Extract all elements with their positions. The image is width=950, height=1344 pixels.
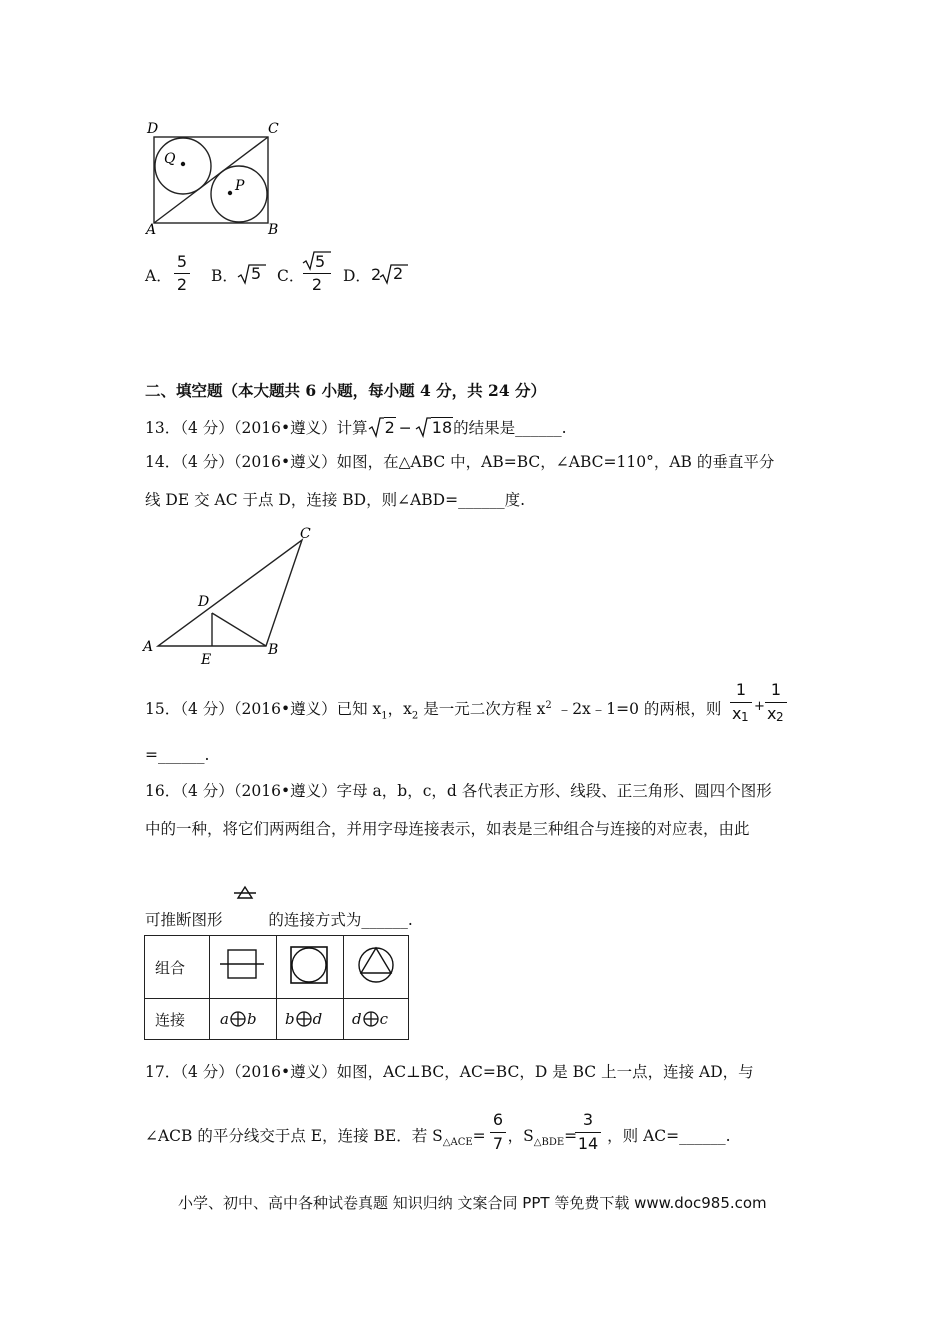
triangle-figure: [140, 522, 320, 668]
option-c-radicand: 5: [315, 252, 326, 271]
q17-fraction-1-numerator: 6: [492, 1110, 504, 1129]
label-d: D: [198, 594, 210, 610]
circled-plus-icon: [229, 1010, 247, 1028]
sqrt-symbol-icon: [368, 416, 384, 438]
label-e: E: [201, 652, 212, 668]
question-17-line-2: [145, 1126, 731, 1153]
q16-line-2: 中的一种，将它们两两组合，并用字母连接表示，如表是三种组合与连接的对应表，由此: [145, 820, 750, 838]
q17-fraction-2-denominator: 14: [577, 1134, 599, 1153]
q15-mid-1: ，x: [387, 700, 412, 719]
label-p: P: [235, 178, 245, 194]
label-b: B: [268, 222, 279, 238]
connection-1: [210, 1010, 276, 1028]
q17-eq-2: =: [564, 1127, 578, 1145]
option-d-label: D．: [343, 267, 371, 285]
q15-fraction-1-subscript: 1: [741, 710, 749, 724]
q14-line-1: 14．（4 分）（2016•遵义）如图，在△ABC 中，AB=BC，∠ABC=110°，AB 的垂直平分: [145, 453, 775, 471]
option-a-label: A．: [145, 267, 172, 285]
q15-mid-2: 是一元二次方程 x: [418, 700, 546, 719]
option-d-radicand: 2: [393, 264, 404, 283]
row-header-combo: 组合: [155, 958, 186, 977]
q13-radicand-1: 2: [384, 418, 395, 437]
label-d: D: [147, 121, 159, 137]
q15-fraction-2-subscript: 2: [776, 710, 784, 724]
q13-prefix: 13．（4 分）（2016•遵义）计算: [145, 419, 368, 437]
label-b: B: [268, 642, 279, 658]
q17-fraction-1: [487, 1110, 509, 1158]
table-header-cell: [145, 999, 210, 1040]
q15-fraction-1-numerator: 1: [735, 680, 747, 699]
option-c-denominator: 2: [311, 275, 323, 294]
q14-line-2: 线 DE 交 AC 于点 D，连接 BD，则∠ABD=______度.: [145, 491, 526, 509]
row-header-connection: 连接: [155, 1010, 186, 1029]
table-cell: [277, 936, 344, 999]
q17-line-2-prefix: ∠ACB 的平分线交于点 E，连接 BE．若 S: [145, 1127, 443, 1145]
label-c: C: [300, 526, 311, 542]
q17-fraction-1-denominator: 7: [492, 1134, 504, 1153]
q15-plus: +: [754, 699, 765, 714]
connection-1-right: b: [246, 1010, 257, 1028]
q16-line-1: 16．（4 分）（2016•遵义）字母 a，b，c，d 各代表正方形、线段、正三角形、圆四个图形: [145, 782, 772, 800]
option-b-label: B．: [211, 267, 238, 285]
table-cell: [210, 999, 277, 1040]
connection-3-right: c: [379, 1010, 389, 1028]
q17-fraction-2: [573, 1110, 603, 1158]
q15-fraction-1-denominator: x: [732, 704, 742, 723]
q16-line-3-suffix: 的连接方式为______.: [268, 911, 413, 929]
table-row: [145, 999, 409, 1040]
q13-suffix: 的结果是______.: [453, 419, 567, 437]
q15-fraction-2-numerator: 1: [770, 680, 782, 699]
q15-fraction-1: [728, 680, 754, 728]
connection-2-left: b: [285, 1010, 295, 1028]
question-15: [145, 696, 721, 726]
table-cell: [344, 936, 409, 999]
q17-comma: ，S: [507, 1127, 534, 1145]
q17-line-2-suffix: ，则 AC=______.: [607, 1127, 731, 1145]
option-c-label: C．: [277, 267, 305, 285]
q17-line-1: 17．（4 分）（2016•遵义）如图，AC⊥BC，AC=BC，D 是 BC 上一点，连接 AD，与: [145, 1063, 754, 1081]
triangle-segment-icon: [229, 883, 261, 919]
q17-eq-1: =: [472, 1127, 486, 1145]
q15-sub-2: 2: [411, 710, 419, 722]
connection-3-left: d: [352, 1010, 362, 1028]
table-row: [145, 936, 409, 999]
combination-table: [144, 935, 409, 1040]
circled-plus-icon: [295, 1010, 313, 1028]
option-a-denominator: 2: [176, 275, 188, 294]
q17-s1-subscript: △ACE: [442, 1137, 473, 1149]
option-b-radicand: 5: [251, 264, 262, 283]
q15-fraction-2-denominator: x: [767, 704, 777, 723]
question-13: [145, 416, 567, 438]
label-a: A: [143, 639, 154, 655]
connection-2-right: d: [312, 1010, 323, 1028]
q15-sub-1: 1: [381, 710, 388, 722]
table-header-cell: [145, 936, 210, 999]
q17-s2-subscript: △BDE: [533, 1137, 565, 1149]
page-footer: 小学、初中、高中各种试卷真题 知识归纳 文案合同 PPT 等免费下载 www.doc985.com: [178, 1194, 767, 1212]
label-a: A: [146, 222, 157, 238]
q17-fraction-2-numerator: 3: [582, 1110, 594, 1129]
rectangle-circles-figure: [140, 118, 290, 240]
q15-mid-3: ﹣2x﹣1=0 的两根，则: [551, 700, 722, 719]
option-a-numerator: 5: [176, 252, 188, 271]
q13-radicand-2: 18: [431, 418, 453, 437]
q15-sup: 2: [545, 700, 552, 711]
label-q: Q: [164, 151, 176, 167]
label-c: C: [268, 121, 279, 137]
square-segment-icon: [210, 936, 276, 994]
q15-fraction-2: [763, 680, 789, 728]
connection-1-left: a: [220, 1010, 229, 1028]
table-cell: [277, 999, 344, 1040]
circle-triangle-icon: [344, 936, 408, 994]
section-heading: 二、填空题（本大题共 6 小题，每小题 4 分，共 24 分）: [145, 381, 547, 400]
connection-2: [277, 1010, 343, 1028]
q16-line-3: [145, 883, 413, 930]
sqrt-symbol-icon: [415, 416, 431, 438]
table-cell: [344, 999, 409, 1040]
circled-plus-icon: [362, 1010, 380, 1028]
q15-prefix: 15．（4 分）（2016•遵义）已知 x: [145, 700, 382, 719]
option-d-coefficient: 2: [371, 265, 382, 284]
connection-3: [344, 1010, 408, 1028]
square-circle-icon: [277, 936, 343, 994]
table-cell: [210, 936, 277, 999]
q15-line-2: =______.: [145, 746, 210, 764]
q13-minus: −: [398, 419, 412, 437]
q16-line-3-prefix: 可推断图形: [145, 911, 223, 929]
